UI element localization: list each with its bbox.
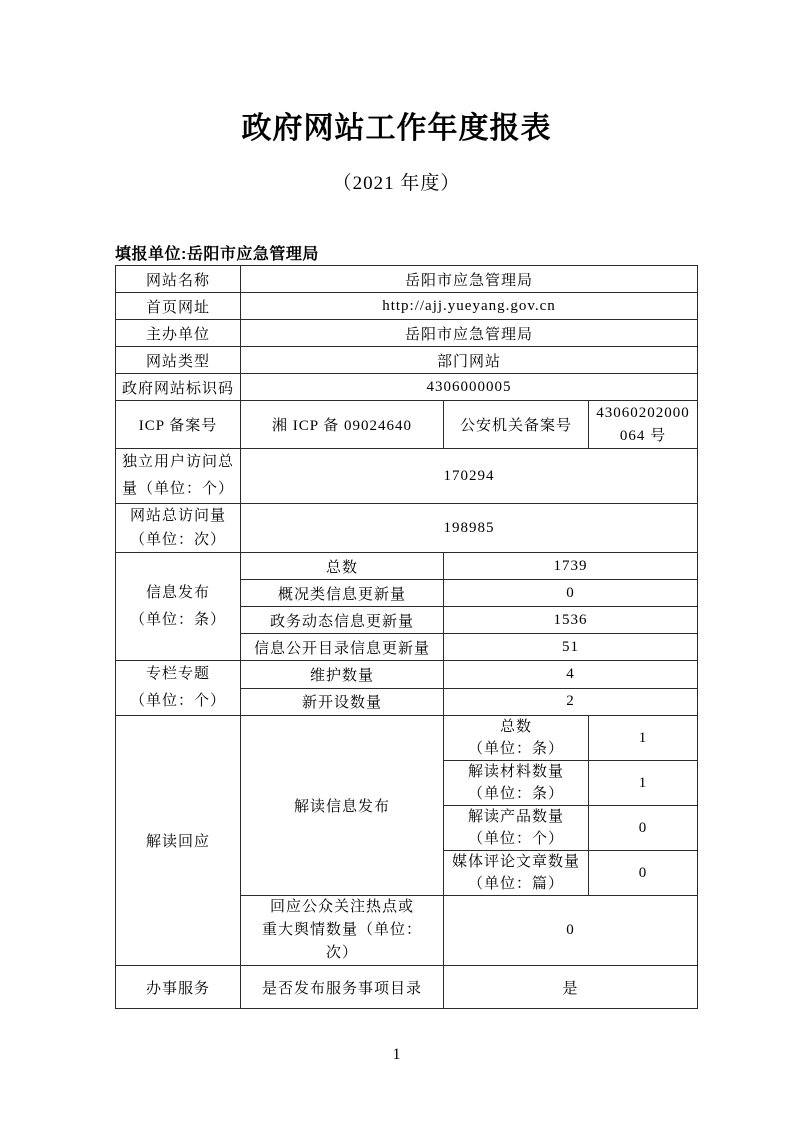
info-publish-group-label [116, 553, 241, 661]
public-response-label [241, 896, 444, 966]
home-url-value: http://ajj.yueyang.gov.cn [241, 293, 698, 320]
row-unique-visitors [116, 449, 698, 504]
total-visits-label-line: 网站总访问量 [129, 508, 226, 524]
reporting-unit: 填报单位:岳阳市应急管理局 [115, 246, 319, 263]
interpretation-media-label-line: 媒体评论文章数量 [451, 854, 580, 870]
icp-label: ICP 备案号 [116, 401, 241, 449]
interpretation-media-label-line: （单位：篇） [467, 876, 564, 892]
site-code-label: 政府网站标识码 [116, 374, 241, 401]
interpretation-materials-label [444, 761, 589, 806]
total-visits-label [116, 504, 241, 553]
interpretation-products-label-line: 解读产品数量 [467, 809, 564, 825]
public-response-label-line: 次） [325, 945, 358, 961]
doc-title: 政府网站工作年度报表 [241, 112, 552, 145]
row-site-type [116, 347, 698, 374]
interpretation-group-label: 解读回应 [116, 716, 241, 966]
annual-report-table [115, 265, 698, 1009]
site-type-label: 网站类型 [116, 347, 241, 374]
info-publish-directory-value: 51 [444, 634, 698, 661]
interpretation-products-label-line: （单位：个） [467, 831, 564, 847]
row-organizer [116, 320, 698, 347]
interpretation-total-label-line: （单位：条） [467, 741, 564, 757]
interpretation-total-label [444, 716, 589, 761]
special-topics-group-line: （单位：个） [129, 693, 226, 709]
unique-visitors-label [116, 449, 241, 504]
home-url-label: 首页网址 [116, 293, 241, 320]
organizer-value: 岳阳市应急管理局 [241, 320, 698, 347]
total-visits-value: 198985 [241, 504, 698, 553]
special-topics-new-label: 新开设数量 [241, 688, 444, 716]
site-code-value: 4306000005 [241, 374, 698, 401]
public-response-value: 0 [444, 896, 698, 966]
special-topics-group-line: 专栏专题 [145, 666, 210, 682]
info-publish-overview-label: 概况类信息更新量 [241, 580, 444, 607]
police-record-value-line: 064 号 [619, 427, 667, 444]
interpretation-materials-label-line: 解读材料数量 [467, 764, 564, 780]
special-topics-new-value: 2 [444, 688, 698, 716]
row-site-code [116, 374, 698, 401]
row-services-directory [116, 966, 698, 1009]
interpretation-publish-label: 解读信息发布 [241, 716, 444, 896]
interpretation-total-label-line: 总数 [499, 719, 532, 735]
total-visits-label-line: （单位：次） [129, 532, 226, 548]
interpretation-products-value: 0 [589, 806, 698, 851]
site-name-value: 岳阳市应急管理局 [241, 266, 698, 293]
interpretation-media-label [444, 851, 589, 896]
info-publish-total-label: 总数 [241, 553, 444, 580]
row-info-publish-total [116, 553, 698, 580]
info-publish-directory-label: 信息公开目录信息更新量 [241, 634, 444, 661]
police-record-label: 公安机关备案号 [444, 401, 589, 449]
public-response-label-line: 回应公众关注热点或 [269, 899, 414, 915]
icp-value: 湘 ICP 备 09024640 [241, 401, 444, 449]
special-topics-group-label [116, 661, 241, 716]
site-name-label: 网站名称 [116, 266, 241, 293]
info-publish-group-line: （单位：条） [129, 611, 226, 628]
site-type-value: 部门网站 [241, 347, 698, 374]
doc-subtitle: （2021 年度） [332, 173, 461, 194]
services-directory-label: 是否发布服务事项目录 [241, 966, 444, 1009]
row-site-name [116, 266, 698, 293]
info-publish-dynamics-value: 1536 [444, 607, 698, 634]
services-directory-value: 是 [444, 966, 698, 1009]
unique-visitors-value: 170294 [241, 449, 698, 504]
row-home-url [116, 293, 698, 320]
unique-visitors-label-line: 独立用户访问总 [121, 454, 234, 470]
police-record-value [589, 401, 698, 449]
row-icp [116, 401, 698, 449]
info-publish-group-line: 信息发布 [145, 584, 210, 601]
organizer-label: 主办单位 [116, 320, 241, 347]
info-publish-dynamics-label: 政务动态信息更新量 [241, 607, 444, 634]
special-topics-maintained-label: 维护数量 [241, 661, 444, 689]
interpretation-materials-label-line: （单位：条） [467, 786, 564, 802]
services-group-label: 办事服务 [116, 966, 241, 1009]
interpretation-products-label [444, 806, 589, 851]
row-interpretation-total [116, 716, 698, 761]
unique-visitors-label-line: 量（单位：个） [121, 481, 234, 497]
public-response-label-line: 重大舆情数量（单位： [261, 922, 422, 938]
row-total-visits [116, 504, 698, 553]
police-record-value-line: 43060202000 [596, 404, 690, 421]
info-publish-overview-value: 0 [444, 580, 698, 607]
info-publish-total-value: 1739 [444, 553, 698, 580]
special-topics-maintained-value: 4 [444, 661, 698, 689]
interpretation-materials-value: 1 [589, 761, 698, 806]
page-number: 1 [392, 1046, 401, 1063]
row-special-topics-maintained [116, 661, 698, 689]
interpretation-media-value: 0 [589, 851, 698, 896]
interpretation-total-value: 1 [589, 716, 698, 761]
